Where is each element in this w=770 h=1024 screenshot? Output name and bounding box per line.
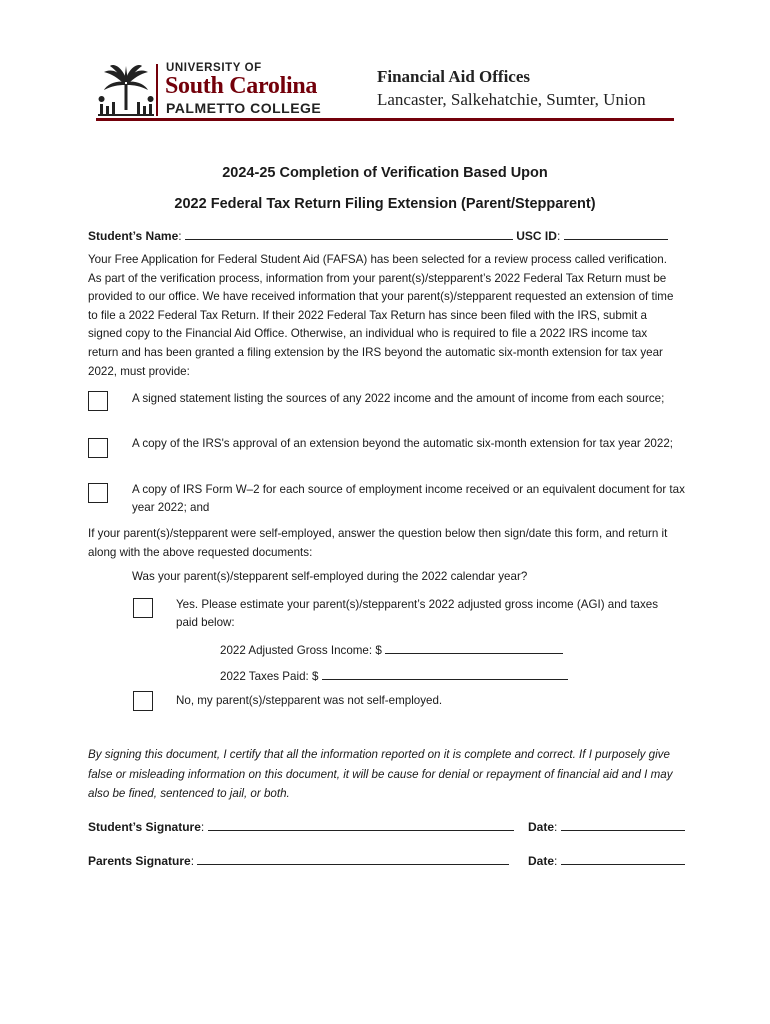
student-name-row: Student’s Name: USC ID: xyxy=(88,227,668,243)
no-self-employed-text: No, my parent(s)/stepparent was not self-employed. xyxy=(176,694,443,707)
student-signature-label: Student’s Signature xyxy=(88,820,201,834)
parents-date-label: Date xyxy=(528,854,555,868)
student-date-row: Date: xyxy=(528,818,685,834)
requirement-2-checkbox[interactable] xyxy=(88,438,108,458)
no-self-employed-checkbox[interactable] xyxy=(133,691,153,711)
agi-row xyxy=(220,641,563,657)
student-name-label: Student’s Name xyxy=(88,229,179,243)
parents-signature-row: Parents Signature: xyxy=(88,852,509,868)
parents-signature-label: Parents Signature xyxy=(88,854,191,868)
form-title-line-2: 2022 Federal Tax Return Filing Extension (Parent/Stepparent) xyxy=(174,196,596,212)
requirement-1-checkbox[interactable] xyxy=(88,391,108,411)
office-title: Financial Aid Offices xyxy=(377,67,530,86)
logo-university-name: South Carolina xyxy=(165,73,318,99)
parents-date-field[interactable] xyxy=(561,852,685,865)
student-date-label: Date xyxy=(528,820,555,834)
student-signature-field[interactable] xyxy=(208,818,514,831)
intro-paragraph: Your Free Application for Federal Student Aid (FAFSA) has been selected for a review process called verification. As part of the verification process, information from your parent(s)/stepparent’s 2022 Federal Tax Return must be provided to our office. We have received information that your parent(s)/stepparent requested an extension of time to file a 2022 Federal Tax Return. If their 2022 Federal Tax Return has since been filed with the IRS, submit a signed copy to the Financial Aid Office. Otherwise, an individual who is required to file a 2022 IRS income tax return and has been granted a filing extension by the IRS beyond the automatic six-month extension for tax year 2022, must provide: xyxy=(88,253,674,378)
logo-divider xyxy=(156,64,158,116)
parents-date-row: Date: xyxy=(528,852,685,868)
taxes-paid-field[interactable] xyxy=(322,667,568,680)
logo-college-name: PALMETTO COLLEGE xyxy=(166,100,322,116)
logo-university-of: UNIVERSITY OF xyxy=(166,62,262,74)
taxes-paid-label: 2022 Taxes Paid: $ xyxy=(220,670,319,683)
palmetto-tree-icon xyxy=(96,62,156,118)
requirement-1-text: A signed statement listing the sources of any 2022 income and the amount of income from each source; xyxy=(132,392,665,405)
self-employed-question: Was your parent(s)/stepparent self-employed during the 2022 calendar year? xyxy=(132,570,528,583)
usc-id-field[interactable] xyxy=(564,227,668,240)
agi-label: 2022 Adjusted Gross Income: $ xyxy=(220,644,382,657)
usc-id-label: USC ID xyxy=(516,229,557,243)
agi-field[interactable] xyxy=(385,641,563,654)
requirement-2-text: A copy of the IRS's approval of an extension beyond the automatic six-month extension for tax year 2022; xyxy=(132,437,673,450)
yes-self-employed-checkbox[interactable] xyxy=(133,598,153,618)
student-date-field[interactable] xyxy=(561,818,685,831)
office-campuses: Lancaster, Salkehatchie, Sumter, Union xyxy=(377,90,646,109)
student-name-field[interactable] xyxy=(185,227,513,240)
certification-statement: By signing this document, I certify that all the information reported on it is complete and correct. If I purposely give false or misleading information on this document, it will be cause for denial or repayment of financial aid and I may also be fined, sentenced to jail, or both. xyxy=(88,748,673,801)
self-employed-paragraph: If your parent(s)/stepparent were self-employed, answer the question below then sign/date this form, and return it along with the above requested documents: xyxy=(88,527,668,559)
parents-signature-field[interactable] xyxy=(197,852,509,865)
taxes-paid-row xyxy=(220,667,568,683)
yes-self-employed-text: Yes. Please estimate your parent(s)/stepparent’s 2022 adjusted gross income (AGI) and taxes paid below: xyxy=(176,598,659,629)
header-rule xyxy=(96,118,674,121)
form-title-line-1: 2024-25 Completion of Verification Based Upon xyxy=(222,165,548,181)
student-signature-row: Student’s Signature: xyxy=(88,818,514,834)
requirement-3-checkbox[interactable] xyxy=(88,483,108,503)
requirement-3-text: A copy of IRS Form W–2 for each source of employment income received or an equivalent document for tax year 2022; and xyxy=(132,483,685,514)
